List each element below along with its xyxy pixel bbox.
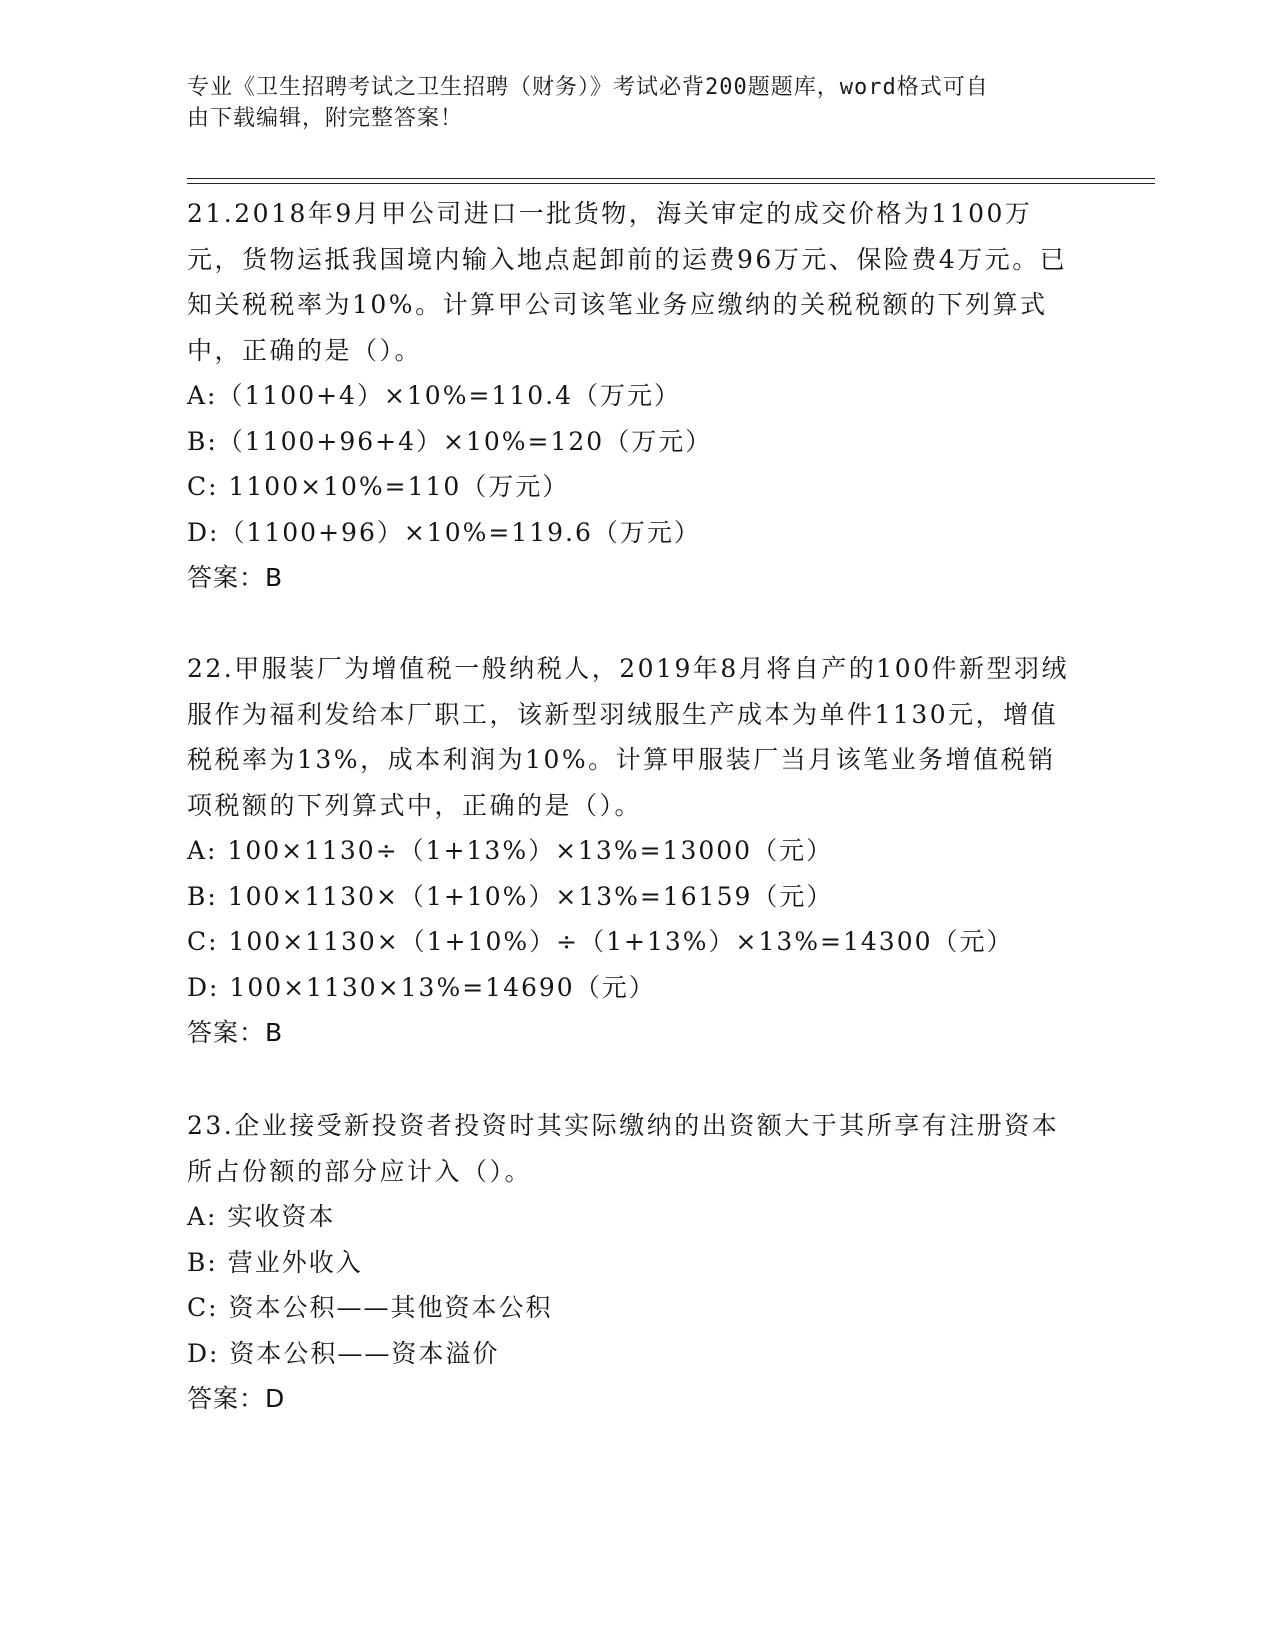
option-b: B:（1100+96+4）×10%=120（万元） bbox=[187, 426, 713, 456]
option-b: B: 营业外收入 bbox=[187, 1247, 363, 1277]
answer-line: 答案：D bbox=[187, 1384, 286, 1413]
option-b: B: 100×1130×（1+10%）×13%=16159（元） bbox=[187, 881, 834, 911]
option-d: D: 资本公积——资本溢价 bbox=[187, 1338, 500, 1368]
document-header bbox=[187, 72, 1067, 134]
question-block bbox=[187, 644, 1077, 1056]
option-a: A: 实收资本 bbox=[187, 1202, 336, 1231]
question-text: 22.甲服装厂为增值税一般纳税人，2019年8月将自产的100件新型羽绒服作为福利发给本厂职工，该新型羽绒服生产成本为单件1130元，增值税税率为13%，成本利润为10%。计算甲服装厂当月该笔业务增值税销项税额的下列算式中，正确的是（）。 bbox=[187, 654, 1070, 820]
option-c: C: 100×1130×（1+10%）÷（1+13%）×13%=14300（元） bbox=[187, 927, 1014, 956]
option-d: D: 100×1130×13%=14690（元） bbox=[187, 972, 656, 1002]
option-a: A:（1100+4）×10%=110.4（万元） bbox=[187, 381, 681, 410]
header-divider-bottom bbox=[187, 183, 1155, 184]
question-block bbox=[187, 1101, 1077, 1422]
answer-line: 答案：B bbox=[187, 1018, 284, 1047]
option-c: C: 资本公积——其他资本公积 bbox=[187, 1293, 553, 1322]
question-text: 21.2018年9月甲公司进口一批货物，海关审定的成交价格为1100万元，货物运抵我国境内输入地点起卸前的运费96万元、保险费4万元。已知关税税率为10%。计算甲公司该笔业务应缴纳的关税税额的下列算式中，正确的是（）。 bbox=[187, 199, 1068, 365]
question-block bbox=[187, 189, 1077, 601]
header-divider-top bbox=[187, 178, 1155, 179]
header-line-2: 由下载编辑，附完整答案！ bbox=[187, 106, 464, 131]
option-a: A: 100×1130÷（1+13%）×13%=13000（元） bbox=[187, 836, 834, 865]
header-line-1: 专业《卫生招聘考试之卫生招聘（财务）》考试必背200题题库，word格式可自 bbox=[187, 75, 989, 100]
option-c: C: 1100×10%=110（万元） bbox=[187, 472, 570, 501]
question-text: 23.企业接受新投资者投资时其实际缴纳的出资额大于其所享有注册资本所占份额的部分应计入（）。 bbox=[187, 1111, 1060, 1186]
option-d: D:（1100+96）×10%=119.6（万元） bbox=[187, 517, 701, 547]
answer-line: 答案：B bbox=[187, 563, 284, 592]
